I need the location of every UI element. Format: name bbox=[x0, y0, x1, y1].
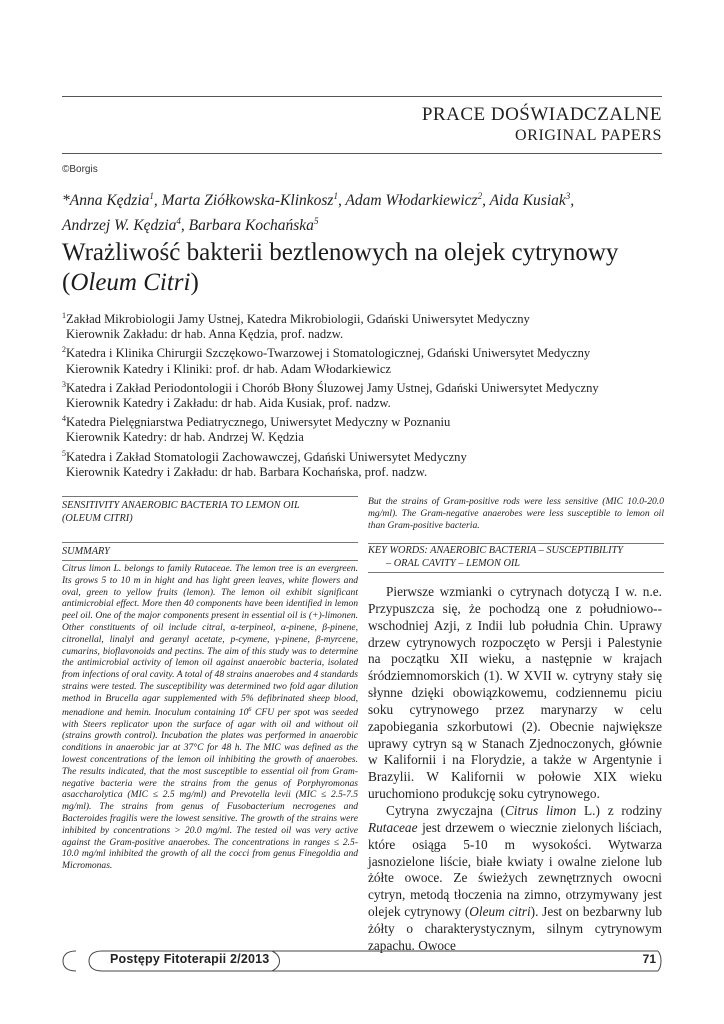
keywords-line: – ORAL CAVITY – LEMON OIL bbox=[386, 557, 521, 569]
english-title-rule bbox=[62, 496, 358, 497]
summary-heading: SUMMARY bbox=[62, 546, 110, 557]
english-title-line: SENSITIVITY ANAEROBIC BACTERIA TO LEMON OIL bbox=[62, 500, 300, 511]
summary-heading-rule bbox=[62, 560, 358, 561]
affiliation-number: 5 bbox=[62, 448, 66, 458]
title-line: Wrażliwość bakterii beztlenowych na olejek cytrynowy bbox=[62, 239, 619, 266]
affiliation-unit bbox=[62, 308, 672, 327]
summary-part: Citrus limon L. belongs to family Rutaceae. The lemon tree is an evergreen. Its grows 5 to 10 m in hight and has light green leaves, white flowers and oval, green to yellow fruits (lemon). The lemon oil exhibit significant antimicrobial effect. More then 40 components have been identified in lemon peel oil. One of the major components present in essential oil is (+)-limonen. Other constituents of oil include citral, α-terpineol, α-pinene, β-pinene, citronellal, linalyl and geranyl acetate, p-cymene, γ-pinene, β-myrcene, cumarins, bioflavonoids and pectins. The aim of this study was to determine the antimicrobial activity of lemon oil against anaerobic bacteria, isolated from infections of oral cavity. A total of 48 strains anaerobes and 4 standards strains were tested. The susceptibility was determined two fold agar dilution method in Brucella agar supplemented with 5% defibrinated sheep blood, menadione and hemin. Inoculum containing 10 bbox=[62, 563, 358, 718]
summary-part: CFU per spot was seeded with Steers replicator upon the surface of agar with oil and without oil (strains growth control). Incubation the plates was performed in anaerobic conditions in anaerobic jar at 37°C for 48 h. The MIC was defined as the lowest concentrations of the lemon oil inhibiting the growth of anaerobes. The results indicated, that the most susceptible to essential oil from Gram-negative bacteria were the strains from the genus of Porphyromonas asaccharolytica (MIC ≤ 2.5 mg/ml) and Prevotella levii (MIC ≤ 2.5-7.5 mg/ml). The strains from genus of Fusobacterium necrogenes and Bacteroides fragilis were the lowest sensitive. The growth of the strains were inhibited by concentrations > 20.0 mg/ml. The tested oil was very active against the Gram-positive anaerobes. The concentrations in ranges ≤ 2.5-10.0 mg/ml inhibited the growth of all the cocci from genus Finegoldia and Micromonas. bbox=[62, 706, 358, 872]
author-separator: , bbox=[570, 192, 575, 210]
author-name: , Marta Ziółkowska-Klinkosz bbox=[153, 192, 334, 210]
affiliations bbox=[62, 308, 672, 480]
affiliation-unit bbox=[62, 411, 672, 430]
title-latin-name: Oleum Citri bbox=[70, 269, 191, 296]
text-run: ). Jest on bezbarwny lub żółty o charakterystycznym, silnym cytrynowym zapachu. Owoce bbox=[368, 904, 662, 953]
english-title-line: (OLEUM CITRI) bbox=[62, 512, 133, 524]
text-run: Cytryna zwyczajna ( bbox=[386, 802, 505, 818]
affiliation-ref: 4 bbox=[176, 216, 181, 227]
keywords-line: KEY WORDS: ANAEROBIC BACTERIA – SUSCEPTIBILITY bbox=[368, 545, 624, 556]
latin-name: Rutaceae bbox=[368, 819, 418, 835]
page-number: 71 bbox=[642, 952, 656, 966]
body-paragraph bbox=[368, 803, 662, 955]
affiliation-text: Zakład Mikrobiologii Jamy Ustnej, Katedra Mikrobiologii, Gdański Uniwersytet Medyczny bbox=[66, 312, 530, 327]
page-footer bbox=[62, 950, 662, 972]
affiliation-ref: 1 bbox=[149, 191, 154, 201]
latin-name: Oleum citri bbox=[469, 904, 531, 920]
affiliation-text: Katedra Pielęgniarstwa Pediatrycznego, Uniwersytet Medyczny w Poznaniu bbox=[66, 415, 451, 430]
affiliation-ref: 3 bbox=[565, 191, 571, 201]
affiliation-ref: 5 bbox=[313, 216, 319, 227]
affiliation-head: Kierownik Zakładu: dr hab. Anna Kędzia, prof. nadzw. bbox=[66, 327, 344, 342]
top-rule bbox=[62, 96, 662, 97]
author-name: , Barbara Kochańska bbox=[180, 217, 314, 235]
english-title bbox=[62, 500, 358, 525]
affiliation-head: Kierownik Katedry i Zakładu: dr hab. Aida Kusiak, prof. nadzw. bbox=[66, 396, 391, 411]
title-paren: ( bbox=[62, 269, 71, 296]
article-title bbox=[62, 238, 662, 298]
affiliation-number: 1 bbox=[62, 311, 66, 320]
author-name: , Adam Włodarkiewicz bbox=[337, 192, 478, 210]
author-list bbox=[62, 186, 662, 236]
exponent: 6 bbox=[248, 706, 252, 713]
affiliation-unit bbox=[62, 342, 672, 361]
affiliation-head: Kierownik Katedry i Kliniki: prof. dr hab. Adam Włodarkiewicz bbox=[66, 361, 392, 376]
affiliation-ref: 2 bbox=[477, 191, 483, 201]
journal-name: Postępy Fitoterapii 2/2013 bbox=[110, 952, 270, 966]
affiliation-head: Kierownik Katedry i Zakładu: dr hab. Barbara Kochańska, prof. nadzw. bbox=[66, 464, 428, 479]
affiliation-ref: 1 bbox=[333, 191, 338, 201]
affiliation-head: Kierownik Katedry: dr hab. Andrzej W. Kędzia bbox=[66, 430, 304, 445]
affiliation-unit bbox=[62, 377, 672, 396]
section-label-polish: PRACE DOŚWIADCZALNE bbox=[421, 104, 662, 125]
section-label-english: ORIGINAL PAPERS bbox=[515, 127, 662, 144]
author-name: , Aida Kusiak bbox=[482, 192, 566, 210]
affiliation-number: 3 bbox=[62, 379, 66, 389]
summary-text bbox=[62, 563, 358, 872]
affiliation-number: 2 bbox=[62, 345, 66, 355]
text-run: L.) z rodziny bbox=[576, 802, 662, 818]
summary-rule bbox=[62, 542, 358, 543]
keywords-rule bbox=[368, 543, 664, 544]
keywords bbox=[368, 545, 664, 570]
summary-continued: But the strains of Gram-positive rods were less sensitive (MIC 10.0-20.0 mg/ml). The Gram-negative anaerobes were less susceptible to lemon oil than Gram-positive bacteria. bbox=[368, 496, 664, 531]
title-paren: ) bbox=[190, 269, 199, 296]
affiliation-text: Katedra i Klinika Chirurgii Szczękowo-Twarzowej i Stomatologicznej, Gdański Uniwersytet Medyczny bbox=[66, 346, 591, 361]
text-run: jest drzewem o wiecznie zielonych liściach, które osiąga 5-10 m wysokości. Wytwarza jasnozielone liście, białe kwiaty i owalne zielone lub żółte owoce. Ze świeżych zewnętrznych owocni cytryn, metodą tłoczenia na zimno, otrzymywany jest olejek cytrynowy ( bbox=[368, 819, 662, 920]
keywords-bottom-rule bbox=[368, 572, 664, 573]
affiliation-number: 4 bbox=[62, 414, 66, 424]
author-name: *Anna Kędzia bbox=[62, 192, 150, 210]
affiliation-text: Katedra i Zakład Periodontologii i Chorób Błony Śluzowej Jamy Ustnej, Gdański Uniwersytet Medyczny bbox=[66, 380, 599, 395]
body-paragraph: Pierwsze wzmianki o cytrynach dotyczą I w. n.e. Przypuszcza się, że pochodzą one z południowo--wschodniej Azji, z Indii lub południa Chin. Uprawy drzew cytrynowych rozpoczęto w Persji i Palestynie na początku XII wieku, a następnie w krajach śródziemnomorskich (1). W XVII w. cytryny stały się słynne dzięki obowiązkowemu, codziennemu piciu soku cytrynowego przez marynarzy w celu zapobiegania szkorbutowi (2). Obecnie największe uprawy cytryn są w Stanach Zjednoczonych, głównie w Kalifornii i na Florydzie, a także w Argentynie i Brazylii. W Kalifornii w połowie XIX wieku uruchomiono produkcję soku cytrynowego. bbox=[368, 584, 662, 802]
body-text bbox=[368, 584, 662, 955]
affiliation-text: Katedra i Zakład Stomatologii Zachowawczej, Gdański Uniwersytet Medyczny bbox=[66, 449, 467, 464]
author-name: Andrzej W. Kędzia bbox=[62, 217, 177, 235]
header-bottom-rule bbox=[62, 153, 662, 154]
latin-name: Citrus limon bbox=[504, 802, 577, 818]
affiliation-unit bbox=[62, 446, 672, 465]
publisher-mark: ©Borgis bbox=[62, 164, 98, 175]
